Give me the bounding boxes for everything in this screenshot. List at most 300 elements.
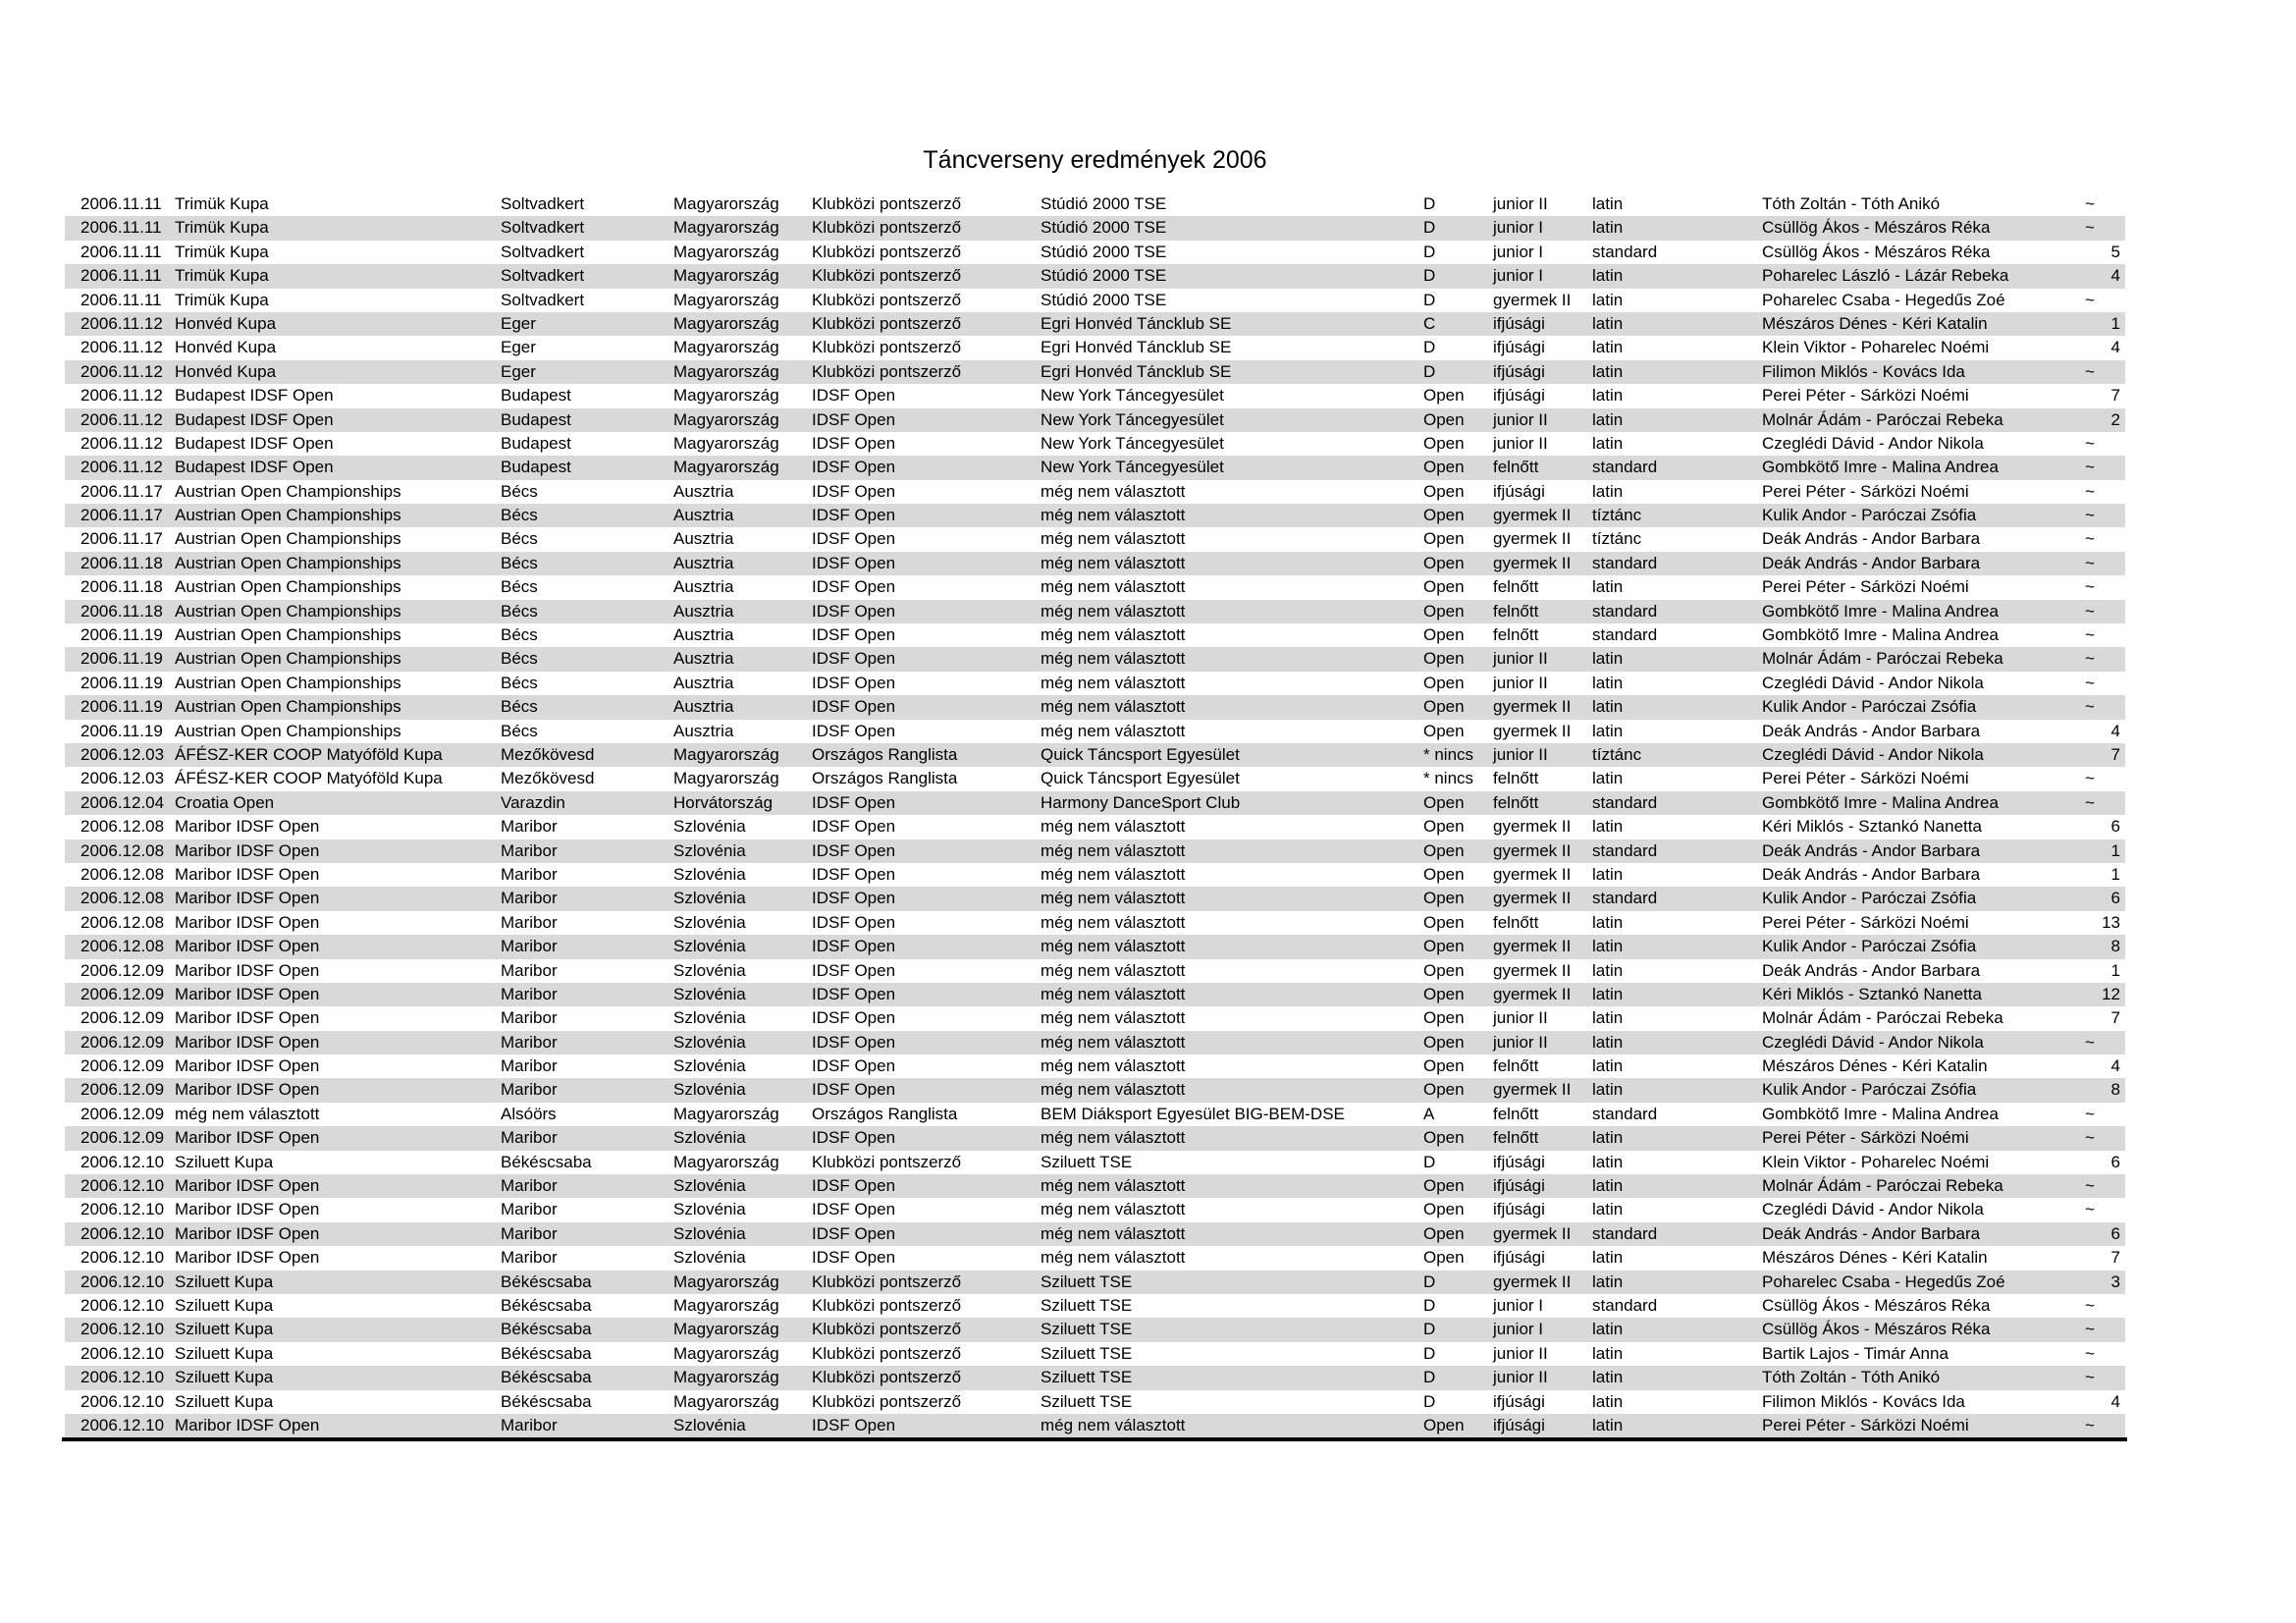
- cell-club: még nem választott: [1041, 601, 1186, 621]
- cell-result: 8: [2110, 1080, 2120, 1100]
- cell-date: 2006.12.10: [80, 1152, 165, 1171]
- cell-club: még nem választott: [1041, 673, 1186, 692]
- cell-city: Bécs: [501, 506, 538, 525]
- cell-country: Magyarország: [673, 1271, 779, 1291]
- cell-city: Békéscsaba: [501, 1391, 592, 1411]
- table-row: [65, 911, 2125, 935]
- cell-result: ~: [2085, 361, 2095, 381]
- table-row: [65, 1006, 2125, 1030]
- cell-date: 2006.12.09: [80, 1032, 165, 1052]
- cell-city: Maribor: [501, 817, 558, 837]
- cell-competition: Sziluett Kupa: [175, 1295, 274, 1315]
- cell-competition: Trimük Kupa: [175, 242, 269, 261]
- cell-country: Magyarország: [673, 1152, 779, 1171]
- cell-type: IDSF Open: [812, 458, 896, 477]
- cell-result: ~: [2085, 1032, 2095, 1052]
- cell-class: Open: [1423, 601, 1465, 621]
- cell-competition: Austrian Open Championships: [175, 625, 401, 645]
- cell-type: IDSF Open: [812, 912, 896, 932]
- cell-age-group: gyermek II: [1493, 1080, 1572, 1100]
- cell-date: 2006.12.10: [80, 1200, 165, 1219]
- cell-age-group: junior II: [1493, 1032, 1548, 1052]
- cell-couple: Poharelec Csaba - Hegedűs Zoé: [1762, 1271, 2005, 1291]
- cell-age-group: gyermek II: [1493, 937, 1572, 956]
- cell-style: standard: [1592, 1223, 1658, 1243]
- cell-style: latin: [1592, 1271, 1624, 1291]
- cell-competition: Sziluett Kupa: [175, 1368, 274, 1387]
- cell-class: Open: [1423, 984, 1465, 1003]
- cell-age-group: ifjúsági: [1493, 1152, 1545, 1171]
- cell-type: IDSF Open: [812, 840, 896, 860]
- cell-date: 2006.12.10: [80, 1271, 165, 1291]
- cell-city: Maribor: [501, 840, 558, 860]
- cell-class: Open: [1423, 912, 1465, 932]
- cell-class: Open: [1423, 817, 1465, 837]
- cell-couple: Csüllög Ákos - Mészáros Réka: [1762, 242, 1991, 261]
- cell-type: Klubközi pontszerző: [812, 218, 962, 238]
- cell-city: Bécs: [501, 577, 538, 597]
- cell-competition: Maribor IDSF Open: [175, 984, 320, 1003]
- cell-competition: Austrian Open Championships: [175, 577, 401, 597]
- cell-result: ~: [2085, 433, 2095, 453]
- cell-couple: Czeglédi Dávid - Andor Nikola: [1762, 1200, 1984, 1219]
- cell-result: ~: [2085, 792, 2095, 812]
- cell-style: latin: [1592, 937, 1624, 956]
- cell-couple: Perei Péter - Sárközi Noémi: [1762, 1415, 1969, 1434]
- cell-date: 2006.11.12: [80, 458, 163, 477]
- cell-result: 4: [2110, 338, 2120, 357]
- cell-age-group: junior I: [1493, 1295, 1544, 1315]
- cell-style: latin: [1592, 1391, 1624, 1411]
- cell-competition: Maribor IDSF Open: [175, 1128, 320, 1148]
- cell-country: Horvátország: [673, 792, 774, 812]
- cell-result: ~: [2085, 697, 2095, 717]
- cell-country: Szlovénia: [673, 817, 746, 837]
- cell-club: még nem választott: [1041, 1223, 1186, 1243]
- table-row: [65, 791, 2125, 815]
- cell-country: Szlovénia: [673, 1248, 746, 1268]
- cell-date: 2006.11.12: [80, 386, 163, 406]
- table-row: [65, 983, 2125, 1006]
- cell-country: Magyarország: [673, 1104, 779, 1123]
- cell-couple: Csüllög Ákos - Mészáros Réka: [1762, 1295, 1991, 1315]
- table-row: [65, 264, 2125, 288]
- cell-class: Open: [1423, 1223, 1465, 1243]
- cell-couple: Kéri Miklós - Sztankó Nanetta: [1762, 984, 1982, 1003]
- cell-couple: Mészáros Dénes - Kéri Katalin: [1762, 313, 1988, 333]
- cell-result: 3: [2110, 1271, 2120, 1291]
- cell-club: Sziluett TSE: [1041, 1152, 1133, 1171]
- cell-couple: Gombkötő Imre - Malina Andrea: [1762, 601, 1999, 621]
- cell-class: Open: [1423, 864, 1465, 884]
- cell-age-group: junior II: [1493, 744, 1548, 764]
- cell-style: standard: [1592, 458, 1658, 477]
- cell-class: Open: [1423, 1080, 1465, 1100]
- cell-city: Eger: [501, 361, 536, 381]
- cell-class: Open: [1423, 1032, 1465, 1052]
- cell-competition: Maribor IDSF Open: [175, 1415, 320, 1434]
- cell-type: Országos Ranglista: [812, 744, 958, 764]
- cell-city: Budapest: [501, 433, 571, 453]
- cell-result: ~: [2085, 529, 2095, 549]
- cell-age-group: gyermek II: [1493, 506, 1572, 525]
- cell-couple: Bartik Lajos - Timár Anna: [1762, 1343, 1949, 1363]
- cell-type: Klubközi pontszerző: [812, 266, 962, 286]
- cell-date: 2006.11.12: [80, 361, 163, 381]
- cell-date: 2006.11.18: [80, 553, 163, 572]
- cell-competition: Austrian Open Championships: [175, 721, 401, 740]
- cell-result: 7: [2110, 1248, 2120, 1268]
- cell-club: még nem választott: [1041, 937, 1186, 956]
- cell-country: Magyarország: [673, 1295, 779, 1315]
- cell-couple: Deák András - Andor Barbara: [1762, 1223, 1981, 1243]
- cell-city: Maribor: [501, 960, 558, 980]
- cell-style: latin: [1592, 673, 1624, 692]
- cell-competition: Austrian Open Championships: [175, 529, 401, 549]
- cell-couple: Tóth Zoltán - Tóth Anikó: [1762, 1368, 1941, 1387]
- cell-date: 2006.12.09: [80, 1128, 165, 1148]
- cell-type: Klubközi pontszerző: [812, 1391, 962, 1411]
- cell-class: D: [1423, 1271, 1436, 1291]
- cell-city: Maribor: [501, 1056, 558, 1076]
- cell-country: Szlovénia: [673, 864, 746, 884]
- cell-club: Sziluett TSE: [1041, 1320, 1133, 1339]
- cell-age-group: gyermek II: [1493, 721, 1572, 740]
- cell-style: standard: [1592, 601, 1658, 621]
- cell-country: Magyarország: [673, 242, 779, 261]
- cell-country: Magyarország: [673, 290, 779, 309]
- cell-style: standard: [1592, 242, 1658, 261]
- cell-country: Szlovénia: [673, 1056, 746, 1076]
- cell-competition: Maribor IDSF Open: [175, 1176, 320, 1196]
- cell-result: ~: [2085, 1176, 2095, 1196]
- cell-type: Klubközi pontszerző: [812, 1368, 962, 1387]
- cell-result: 1: [2110, 313, 2120, 333]
- cell-competition: Honvéd Kupa: [175, 361, 277, 381]
- cell-competition: Maribor IDSF Open: [175, 817, 320, 837]
- cell-style: latin: [1592, 1176, 1624, 1196]
- cell-age-group: junior II: [1493, 1008, 1548, 1028]
- cell-city: Mezőkövesd: [501, 744, 595, 764]
- cell-result: ~: [2085, 481, 2095, 501]
- cell-couple: Deák András - Andor Barbara: [1762, 529, 1981, 549]
- cell-couple: Perei Péter - Sárközi Noémi: [1762, 769, 1969, 788]
- cell-competition: Sziluett Kupa: [175, 1343, 274, 1363]
- cell-couple: Czeglédi Dávid - Andor Nikola: [1762, 744, 1984, 764]
- table-row: [65, 1055, 2125, 1078]
- cell-country: Ausztria: [673, 506, 734, 525]
- cell-result: ~: [2085, 218, 2095, 238]
- table-row: [65, 289, 2125, 312]
- cell-date: 2006.11.12: [80, 409, 163, 429]
- cell-class: Open: [1423, 840, 1465, 860]
- cell-club: Egri Honvéd Táncklub SE: [1041, 313, 1232, 333]
- cell-date: 2006.12.09: [80, 1080, 165, 1100]
- cell-club: Sziluett TSE: [1041, 1271, 1133, 1291]
- cell-type: IDSF Open: [812, 960, 896, 980]
- cell-type: IDSF Open: [812, 601, 896, 621]
- cell-competition: Maribor IDSF Open: [175, 1056, 320, 1076]
- cell-club: Stúdió 2000 TSE: [1041, 290, 1167, 309]
- page-title: Táncverseny eredmények 2006: [923, 146, 1267, 174]
- cell-competition: Maribor IDSF Open: [175, 840, 320, 860]
- cell-date: 2006.11.11: [80, 194, 162, 213]
- cell-style: latin: [1592, 313, 1624, 333]
- cell-class: D: [1423, 242, 1436, 261]
- cell-city: Maribor: [501, 912, 558, 932]
- cell-city: Bécs: [501, 601, 538, 621]
- cell-result: ~: [2085, 553, 2095, 572]
- cell-class: * nincs: [1423, 744, 1474, 764]
- cell-club: még nem választott: [1041, 1056, 1186, 1076]
- cell-date: 2006.11.12: [80, 313, 163, 333]
- cell-city: Maribor: [501, 984, 558, 1003]
- cell-country: Szlovénia: [673, 1080, 746, 1100]
- cell-style: standard: [1592, 889, 1658, 908]
- cell-country: Magyarország: [673, 458, 779, 477]
- cell-class: Open: [1423, 625, 1465, 645]
- cell-couple: Tóth Zoltán - Tóth Anikó: [1762, 194, 1941, 213]
- cell-style: tíztánc: [1592, 744, 1642, 764]
- cell-date: 2006.12.10: [80, 1248, 165, 1268]
- cell-couple: Perei Péter - Sárközi Noémi: [1762, 386, 1969, 406]
- cell-competition: Trimük Kupa: [175, 290, 269, 309]
- cell-result: 2: [2110, 409, 2120, 429]
- cell-age-group: gyermek II: [1493, 529, 1572, 549]
- cell-type: Klubközi pontszerző: [812, 1320, 962, 1339]
- cell-class: Open: [1423, 697, 1465, 717]
- cell-country: Szlovénia: [673, 960, 746, 980]
- cell-city: Maribor: [501, 1248, 558, 1268]
- table-row: [65, 241, 2125, 264]
- table-row: [65, 743, 2125, 767]
- cell-age-group: gyermek II: [1493, 697, 1572, 717]
- cell-type: Klubközi pontszerző: [812, 361, 962, 381]
- cell-city: Maribor: [501, 1080, 558, 1100]
- cell-competition: Budapest IDSF Open: [175, 386, 334, 406]
- cell-couple: Perei Péter - Sárközi Noémi: [1762, 577, 1969, 597]
- cell-country: Magyarország: [673, 194, 779, 213]
- cell-style: latin: [1592, 1008, 1624, 1028]
- cell-couple: Molnár Ádám - Paróczai Rebeka: [1762, 409, 2003, 429]
- cell-style: latin: [1592, 218, 1624, 238]
- cell-result: ~: [2085, 1320, 2095, 1339]
- cell-couple: Gombkötő Imre - Malina Andrea: [1762, 1104, 1999, 1123]
- cell-date: 2006.12.10: [80, 1176, 165, 1196]
- cell-club: Stúdió 2000 TSE: [1041, 194, 1167, 213]
- cell-date: 2006.11.19: [80, 697, 163, 717]
- cell-couple: Deák András - Andor Barbara: [1762, 721, 1981, 740]
- cell-competition: még nem választott: [175, 1104, 320, 1123]
- table-row: [65, 695, 2125, 719]
- cell-age-group: ifjúsági: [1493, 386, 1545, 406]
- cell-type: IDSF Open: [812, 529, 896, 549]
- cell-class: Open: [1423, 386, 1465, 406]
- cell-type: Klubközi pontszerző: [812, 194, 962, 213]
- cell-country: Ausztria: [673, 529, 734, 549]
- cell-country: Magyarország: [673, 409, 779, 429]
- cell-country: Magyarország: [673, 338, 779, 357]
- cell-club: még nem választott: [1041, 721, 1186, 740]
- cell-date: 2006.12.08: [80, 912, 165, 932]
- cell-type: Klubközi pontszerző: [812, 313, 962, 333]
- cell-type: IDSF Open: [812, 1128, 896, 1148]
- cell-city: Soltvadkert: [501, 290, 585, 309]
- cell-city: Soltvadkert: [501, 194, 585, 213]
- cell-type: IDSF Open: [812, 1200, 896, 1219]
- cell-club: Sziluett TSE: [1041, 1391, 1133, 1411]
- cell-country: Szlovénia: [673, 1415, 746, 1434]
- cell-date: 2006.12.10: [80, 1391, 165, 1411]
- cell-city: Mezőkövesd: [501, 769, 595, 788]
- cell-competition: Austrian Open Championships: [175, 673, 401, 692]
- table-row: [65, 1271, 2125, 1294]
- cell-club: még nem választott: [1041, 1080, 1186, 1100]
- cell-style: latin: [1592, 433, 1624, 453]
- table-row: [65, 216, 2125, 240]
- cell-style: latin: [1592, 1248, 1624, 1268]
- table-row: [65, 767, 2125, 790]
- table-row: [65, 672, 2125, 695]
- cell-result: ~: [2085, 649, 2095, 669]
- cell-couple: Mészáros Dénes - Kéri Katalin: [1762, 1248, 1988, 1268]
- cell-couple: Filimon Miklós - Kovács Ida: [1762, 361, 1965, 381]
- cell-class: D: [1423, 266, 1436, 286]
- cell-country: Magyarország: [673, 769, 779, 788]
- cell-date: 2006.11.11: [80, 290, 162, 309]
- cell-club: még nem választott: [1041, 1248, 1186, 1268]
- cell-club: még nem választott: [1041, 960, 1186, 980]
- table-row: [65, 552, 2125, 575]
- cell-type: IDSF Open: [812, 625, 896, 645]
- cell-age-group: ifjúsági: [1493, 313, 1545, 333]
- cell-date: 2006.11.11: [80, 266, 162, 286]
- cell-style: standard: [1592, 625, 1658, 645]
- cell-couple: Czeglédi Dávid - Andor Nikola: [1762, 433, 1984, 453]
- cell-country: Ausztria: [673, 649, 734, 669]
- cell-date: 2006.11.12: [80, 433, 163, 453]
- cell-city: Bécs: [501, 553, 538, 572]
- cell-date: 2006.11.11: [80, 218, 162, 238]
- cell-date: 2006.11.19: [80, 625, 163, 645]
- cell-city: Eger: [501, 313, 536, 333]
- cell-couple: Czeglédi Dávid - Andor Nikola: [1762, 1032, 1984, 1052]
- cell-age-group: gyermek II: [1493, 864, 1572, 884]
- cell-style: latin: [1592, 649, 1624, 669]
- table-row: [65, 456, 2125, 479]
- cell-result: 1: [2110, 864, 2120, 884]
- cell-city: Békéscsaba: [501, 1368, 592, 1387]
- cell-club: még nem választott: [1041, 649, 1186, 669]
- table-row: [65, 1126, 2125, 1150]
- cell-couple: Gombkötő Imre - Malina Andrea: [1762, 792, 1999, 812]
- cell-competition: Maribor IDSF Open: [175, 1223, 320, 1243]
- cell-date: 2006.12.10: [80, 1295, 165, 1315]
- cell-age-group: junior I: [1493, 242, 1544, 261]
- cell-city: Bécs: [501, 481, 538, 501]
- cell-city: Maribor: [501, 1415, 558, 1434]
- cell-class: D: [1423, 361, 1436, 381]
- cell-style: latin: [1592, 409, 1624, 429]
- cell-result: 1: [2110, 840, 2120, 860]
- table-row: [65, 1390, 2125, 1414]
- cell-club: még nem választott: [1041, 529, 1186, 549]
- cell-class: D: [1423, 1343, 1436, 1363]
- cell-club: még nem választott: [1041, 1032, 1186, 1052]
- table-row: [65, 1294, 2125, 1318]
- cell-city: Bécs: [501, 649, 538, 669]
- cell-age-group: felnőtt: [1493, 769, 1539, 788]
- cell-competition: Budapest IDSF Open: [175, 458, 334, 477]
- table-row: [65, 527, 2125, 551]
- cell-result: 8: [2110, 937, 2120, 956]
- cell-class: D: [1423, 1391, 1436, 1411]
- cell-country: Szlovénia: [673, 1032, 746, 1052]
- cell-result: ~: [2085, 625, 2095, 645]
- cell-date: 2006.12.08: [80, 889, 165, 908]
- cell-result: ~: [2085, 1295, 2095, 1315]
- cell-class: Open: [1423, 577, 1465, 597]
- cell-age-group: junior II: [1493, 194, 1548, 213]
- cell-class: Open: [1423, 1056, 1465, 1076]
- cell-age-group: junior II: [1493, 1368, 1548, 1387]
- cell-club: Stúdió 2000 TSE: [1041, 242, 1167, 261]
- cell-age-group: gyermek II: [1493, 889, 1572, 908]
- cell-country: Szlovénia: [673, 912, 746, 932]
- cell-type: IDSF Open: [812, 386, 896, 406]
- cell-city: Bécs: [501, 673, 538, 692]
- cell-age-group: ifjúsági: [1493, 1391, 1545, 1411]
- cell-class: Open: [1423, 1248, 1465, 1268]
- cell-age-group: felnőtt: [1493, 1104, 1539, 1123]
- cell-city: Maribor: [501, 864, 558, 884]
- cell-competition: Honvéd Kupa: [175, 338, 277, 357]
- cell-type: Klubközi pontszerző: [812, 1343, 962, 1363]
- cell-couple: Gombkötő Imre - Malina Andrea: [1762, 625, 1999, 645]
- cell-city: Maribor: [501, 1128, 558, 1148]
- cell-result: ~: [2085, 194, 2095, 213]
- cell-age-group: ifjúsági: [1493, 1415, 1545, 1434]
- cell-style: latin: [1592, 266, 1624, 286]
- cell-competition: ÁFÉSZ-KER COOP Matyóföld Kupa: [175, 744, 443, 764]
- cell-age-group: gyermek II: [1493, 290, 1572, 309]
- cell-age-group: felnőtt: [1493, 912, 1539, 932]
- table-row: [65, 1198, 2125, 1221]
- cell-style: latin: [1592, 1343, 1624, 1363]
- cell-type: IDSF Open: [812, 1223, 896, 1243]
- cell-class: D: [1423, 338, 1436, 357]
- cell-country: Ausztria: [673, 673, 734, 692]
- cell-type: IDSF Open: [812, 864, 896, 884]
- cell-club: még nem választott: [1041, 912, 1186, 932]
- cell-competition: Maribor IDSF Open: [175, 1248, 320, 1268]
- cell-age-group: junior II: [1493, 1343, 1548, 1363]
- cell-class: Open: [1423, 721, 1465, 740]
- cell-competition: ÁFÉSZ-KER COOP Matyóföld Kupa: [175, 769, 443, 788]
- cell-couple: Kulik Andor - Paróczai Zsófia: [1762, 697, 1977, 717]
- cell-club: New York Táncegyesület: [1041, 386, 1224, 406]
- cell-competition: Austrian Open Championships: [175, 697, 401, 717]
- cell-type: Klubközi pontszerző: [812, 242, 962, 261]
- cell-result: 1: [2110, 960, 2120, 980]
- cell-type: IDSF Open: [812, 409, 896, 429]
- cell-style: latin: [1592, 1128, 1624, 1148]
- cell-style: latin: [1592, 1152, 1624, 1171]
- cell-competition: Sziluett Kupa: [175, 1320, 274, 1339]
- cell-type: IDSF Open: [812, 481, 896, 501]
- cell-age-group: gyermek II: [1493, 960, 1572, 980]
- cell-style: latin: [1592, 194, 1624, 213]
